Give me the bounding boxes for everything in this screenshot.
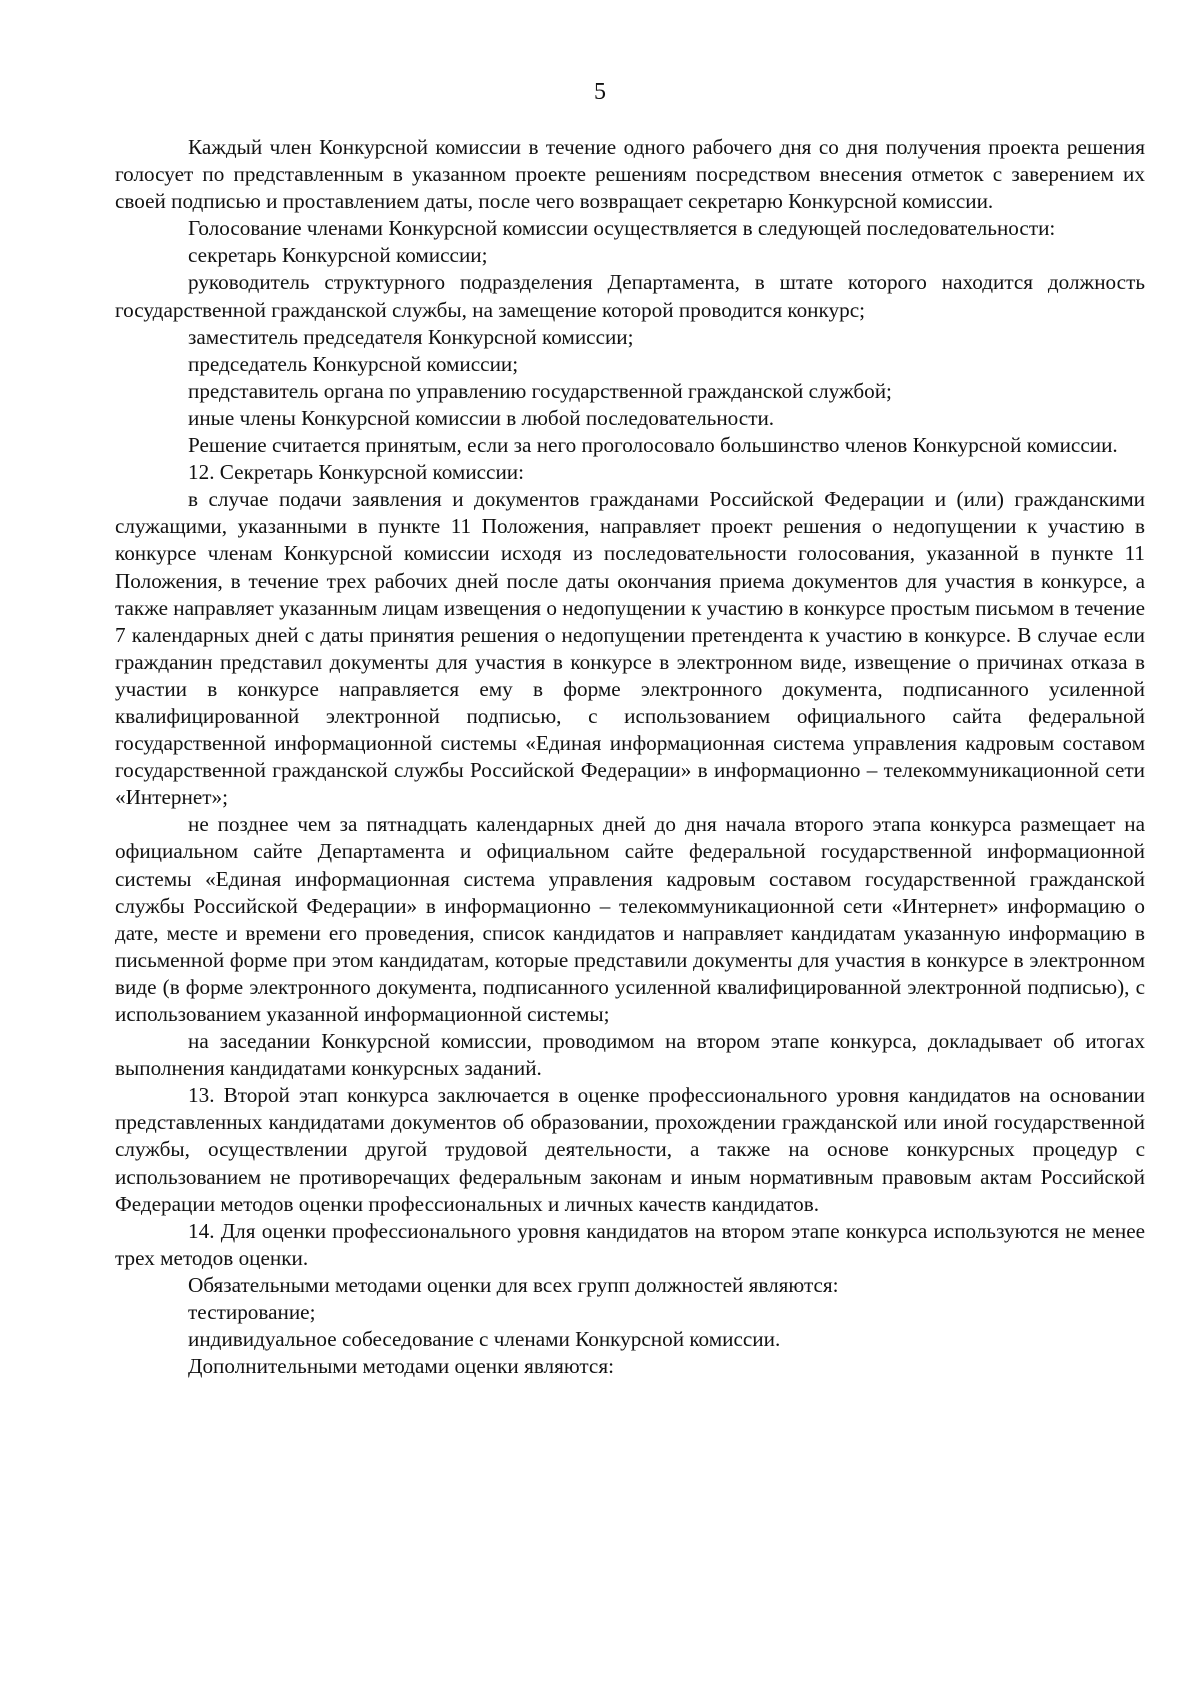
document-body [115,134,1145,1380]
list-item-chair: председатель Конкурсной комиссии; [188,351,519,376]
paragraph-additional-methods: Дополнительными методами оценки являются: [188,1354,614,1379]
list-item-interview: индивидуальное собеседование с членами Конкурсной комиссии. [188,1327,781,1352]
section-12-heading: 12. Секретарь Конкурсной комиссии: [188,460,525,485]
paragraph-decision-adopted: Решение считается принятым, если за него проголосовало большинство членов Конкурсной комиссии. [188,433,1118,458]
list-item-secretary: секретарь Конкурсной комиссии; [188,243,488,268]
paragraph-member-voting: Каждый член Конкурсной комиссии в течение одного рабочего дня со дня получения проекта решения голосует по представленным в указанном проекте решениям посредством внесения отметок с заверением их своей подписью и проставлением даты, после чего возвращает секретарю Конкурсной комиссии. [115,135,1145,214]
paragraph-mandatory-methods: Обязательными методами оценки для всех групп должностей являются: [188,1272,839,1297]
list-item-deputy-chair: заместитель председателя Конкурсной комиссии; [188,324,634,349]
page-number: 5 [594,79,606,105]
list-item-other-members: иные члены Конкурсной комиссии в любой последовательности. [188,405,775,430]
paragraph-publication: не позднее чем за пятнадцать календарных дней до дня начала второго этапа конкурса размещает на официальном сайте Департамента и официальном сайте федеральной государственной информационной системы «Единая информационная система управления кадровым составом государственной гражданской службы Российской Федерации» в информационно – телекоммуникационной сети «Интернет» информацию о дате, месте и времени его проведения, список кандидатов и направляет кандидатам указанную информацию в письменной форме при этом кандидатам, которые представили документы для участия в конкурсе в электронном виде (в форме электронного документа, подписанного усиленной квалифицированной электронной подписью), с использованием указанной информационной системы; [115,812,1145,1026]
paragraph-report: на заседании Конкурсной комиссии, проводимом на втором этапе конкурса, докладывает об итогах выполнения кандидатами конкурсных заданий. [115,1029,1145,1081]
section-13-paragraph: 13. Второй этап конкурса заключается в оценке профессионального уровня кандидатов на основании представленных кандидатами документов об образовании, прохождении гражданской или иной государственной службы, осуществлении другой трудовой деятельности, а также на основе конкурсных процедур с использованием не противоречащих федеральным законам и иным нормативным правовым актам Российской Федерации методов оценки профессиональных и личных качеств кандидатов. [115,1083,1145,1216]
list-item-testing: тестирование; [188,1300,316,1325]
list-item-division-head: руководитель структурного подразделения Департамента, в штате которого находится должность государственной гражданской службы, на замещение которой проводится конкурс; [115,270,1145,322]
paragraph-voting-order: Голосование членами Конкурсной комиссии осуществляется в следующей последовательности: [188,216,1056,241]
list-item-civil-service-representative: представитель органа по управлению государственной гражданской службой; [188,378,892,403]
section-14-paragraph: 14. Для оценки профессионального уровня кандидатов на втором этапе конкурса используются не менее трех методов оценки. [115,1218,1145,1270]
paragraph-non-admission: в случае подачи заявления и документов гражданами Российской Федерации и (или) гражданскими служащими, указанными в пункте 11 Положения, направляет проект решения о недопущении к участию в конкурсе членам Конкурсной комиссии исходя из последовательности голосования, указанной в пункте 11 Положения, в течение трех рабочих дней после даты окончания приема документов для участия в конкурсе, а также направляет указанным лицам извещения о недопущении к участию в конкурсе простым письмом в течение 7 календарных дней с даты принятия решения о недопущении претендента к участию в конкурсе. В случае если гражданин представил документы для участия в конкурсе в электронном виде, извещение о причинах отказа в участии в конкурсе направляется ему в форме электронного документа, подписанного усиленной квалифицированной электронной подписью, с использованием официального сайта федеральной государственной информационной системы «Единая информационная система управления кадровым составом государственной гражданской службы Российской Федерации» в информационно – телекоммуникационной сети «Интернет»; [115,487,1145,810]
